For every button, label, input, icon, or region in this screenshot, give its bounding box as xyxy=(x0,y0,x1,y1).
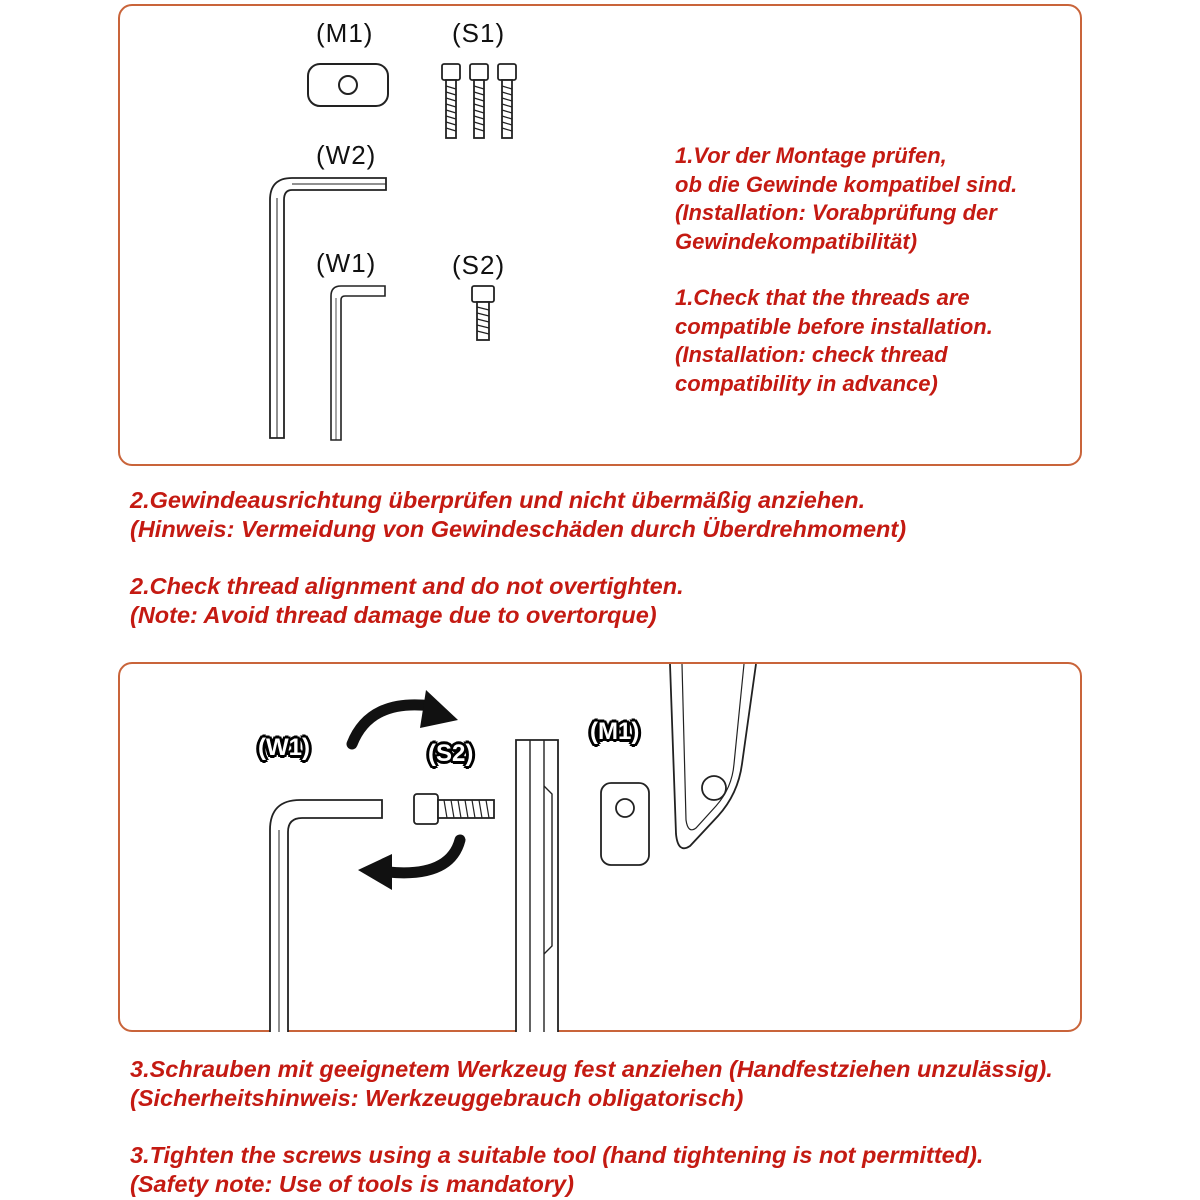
note-en-line: compatible before installation. xyxy=(675,313,993,339)
note-de-line: Gewindekompatibilität) xyxy=(675,228,918,254)
step2-de-line: 2.Gewindeausrichtung überprüfen und nicht übermäßig anziehen. xyxy=(130,487,866,513)
label-s2-bold: (S2) xyxy=(428,740,474,767)
note-de xyxy=(675,142,1017,256)
label-w1-bold: (W1) xyxy=(258,734,310,761)
screw-s2-install-icon xyxy=(410,790,500,830)
nut-plate-install-icon xyxy=(598,780,654,870)
note-de-line: ob die Gewinde kompatibel sind. xyxy=(675,171,1018,197)
label-s2: (S2) xyxy=(452,250,506,280)
step2-de-line: (Hinweis: Vermeidung von Gewindeschäden durch Überdrehmoment) xyxy=(130,516,907,542)
step2-en xyxy=(130,572,684,630)
label-w2: (W2) xyxy=(316,140,377,170)
step3-en xyxy=(130,1141,983,1199)
label-m1: (M1) xyxy=(316,18,374,48)
step3-de xyxy=(130,1055,1053,1113)
nut-plate-icon xyxy=(300,60,400,110)
step3-en-line: (Safety note: Use of tools is mandatory) xyxy=(130,1171,574,1197)
step2-en-line: (Note: Avoid thread damage due to overtorque) xyxy=(130,602,657,628)
note-de-line: (Installation: Vorabprüfung der xyxy=(675,200,997,225)
note-de-line: 1.Vor der Montage prüfen, xyxy=(675,143,947,168)
hex-key-w1-icon xyxy=(325,280,395,450)
rail-profile-icon xyxy=(512,736,562,1036)
hex-key-w1-install-icon xyxy=(262,790,392,1040)
note-en-line: 1.Check that the threads are xyxy=(675,285,970,310)
label-w1: (W1) xyxy=(316,248,377,278)
note-en xyxy=(675,284,993,398)
step3-en-line: 3.Tighten the screws using a suitable tool (hand tightening is not permitted). xyxy=(130,1142,984,1168)
screw-s2-icon xyxy=(468,284,502,344)
label-s1: (S1) xyxy=(452,18,506,48)
label-m1-bold: (M1) xyxy=(590,718,640,745)
step2-de xyxy=(130,486,906,544)
note-en-line: (Installation: check thread xyxy=(675,342,948,367)
screws-s1-icon xyxy=(436,62,526,142)
step2-en-line: 2.Check thread alignment and do not overtighten. xyxy=(130,573,684,599)
step3-de-line: (Sicherheitshinweis: Werkzeuggebrauch obligatorisch) xyxy=(130,1085,744,1111)
note-en-line: compatibility in advance) xyxy=(675,370,938,396)
step3-de-line: 3.Schrauben mit geeignetem Werkzeug fest anziehen (Handfestziehen unzulässig). xyxy=(130,1056,1053,1082)
mount-arm-icon xyxy=(664,664,764,864)
